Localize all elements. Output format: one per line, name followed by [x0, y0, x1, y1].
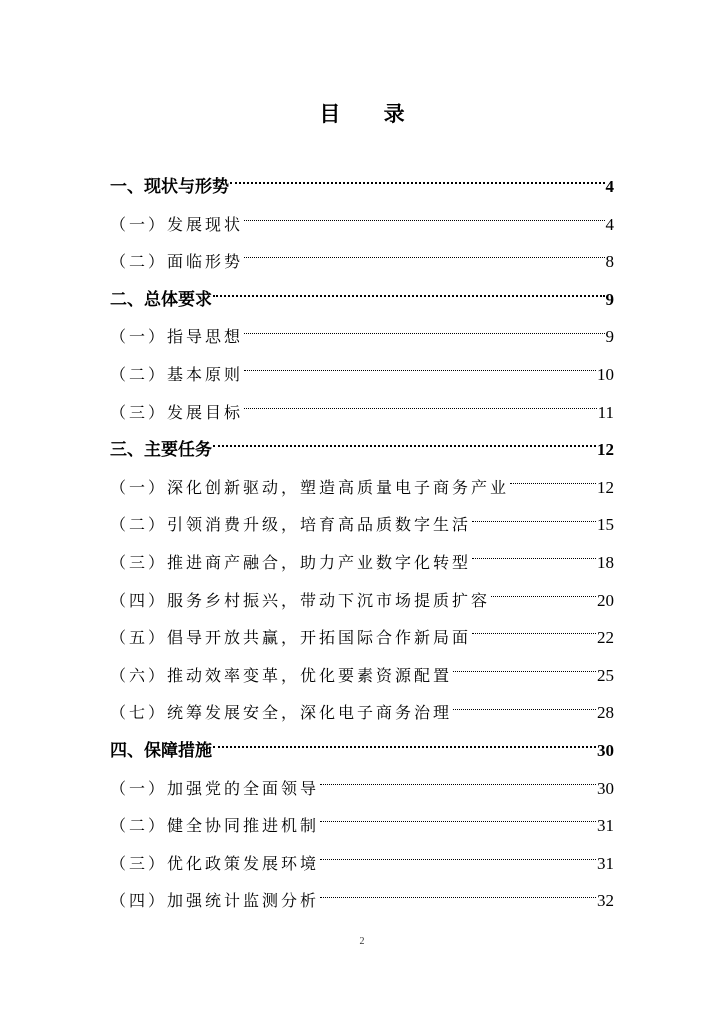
- toc-chapter-entry[interactable]: [110, 168, 614, 206]
- toc-section-entry[interactable]: [110, 206, 614, 244]
- dot-leader: [230, 182, 605, 184]
- toc-entry-label: （一）发展现状: [110, 214, 244, 234]
- dot-leader: [320, 784, 596, 785]
- toc-entry-page-number: 30: [597, 778, 614, 798]
- page-number: 2: [359, 936, 365, 947]
- toc-section-entry[interactable]: [110, 506, 614, 544]
- toc-entry-label: （三）优化政策发展环境: [110, 853, 320, 873]
- toc-section-entry[interactable]: [110, 394, 614, 432]
- toc-entry-label: （四）加强统计监测分析: [110, 891, 320, 911]
- toc-entry-page-number: 28: [597, 703, 614, 723]
- toc-chapter-entry[interactable]: [110, 431, 614, 469]
- table-of-contents: [110, 168, 614, 920]
- toc-entry-label: （一）深化创新驱动，塑造高质量电子商务产业: [110, 477, 510, 497]
- dot-leader: [320, 897, 596, 898]
- dot-leader: [213, 295, 605, 297]
- toc-entry-label: （一）指导思想: [110, 327, 244, 347]
- toc-entry-page-number: 10: [597, 364, 614, 384]
- toc-section-entry[interactable]: [110, 544, 614, 582]
- dot-leader: [244, 408, 597, 409]
- dot-leader: [244, 257, 604, 258]
- dot-leader: [244, 333, 604, 334]
- toc-entry-label: （三）发展目标: [110, 402, 244, 422]
- toc-section-entry[interactable]: [110, 845, 614, 883]
- toc-entry-page-number: 30: [597, 740, 614, 760]
- toc-entry-label: （二）基本原则: [110, 364, 244, 384]
- toc-entry-page-number: 12: [597, 440, 614, 460]
- dot-leader: [244, 370, 596, 371]
- toc-entry-page-number: 20: [597, 590, 614, 610]
- toc-title: 目 录: [319, 102, 423, 126]
- toc-entry-page-number: 18: [597, 552, 614, 572]
- dot-leader: [491, 596, 596, 597]
- toc-chapter-entry[interactable]: [110, 281, 614, 319]
- toc-entry-label: （六）推动效率变革，优化要素资源配置: [110, 665, 453, 685]
- toc-chapter-entry[interactable]: [110, 732, 614, 770]
- dot-leader: [213, 746, 596, 748]
- toc-entry-label: 二、总体要求: [110, 289, 212, 310]
- toc-entry-page-number: 11: [597, 402, 614, 422]
- dot-leader: [320, 859, 596, 860]
- toc-entry-page-number: 8: [605, 252, 614, 272]
- dot-leader: [320, 821, 596, 822]
- dot-leader: [453, 709, 596, 710]
- toc-entry-label: （一）加强党的全面领导: [110, 778, 320, 798]
- toc-entry-label: （二）引领消费升级，培育高品质数字生活: [110, 515, 472, 535]
- toc-entry-page-number: 32: [597, 891, 614, 911]
- toc-entry-label: （五）倡导开放共赢，开拓国际合作新局面: [110, 628, 472, 648]
- toc-section-entry[interactable]: [110, 770, 614, 808]
- dot-leader: [244, 220, 604, 221]
- dot-leader: [472, 521, 596, 522]
- toc-section-entry[interactable]: [110, 582, 614, 620]
- toc-entry-page-number: 25: [597, 665, 614, 685]
- toc-entry-page-number: 9: [605, 289, 614, 309]
- toc-entry-page-number: 4: [605, 214, 614, 234]
- toc-entry-label: 四、保障措施: [110, 740, 212, 761]
- toc-section-entry[interactable]: [110, 694, 614, 732]
- toc-section-entry[interactable]: [110, 318, 614, 356]
- dot-leader: [472, 558, 596, 559]
- dot-leader: [472, 633, 596, 634]
- toc-entry-page-number: 22: [597, 628, 614, 648]
- toc-entry-page-number: 31: [597, 853, 614, 873]
- toc-entry-page-number: 12: [597, 477, 614, 497]
- toc-entry-page-number: 4: [605, 177, 614, 196]
- toc-entry-label: （四）服务乡村振兴，带动下沉市场提质扩容: [110, 590, 491, 610]
- toc-section-entry[interactable]: [110, 356, 614, 394]
- toc-section-entry[interactable]: [110, 619, 614, 657]
- toc-entry-label: （三）推进商产融合，助力产业数字化转型: [110, 552, 472, 572]
- toc-entry-page-number: 9: [605, 327, 614, 347]
- toc-entry-label: （七）统筹发展安全，深化电子商务治理: [110, 703, 453, 723]
- toc-section-entry[interactable]: [110, 469, 614, 507]
- toc-entry-label: 一、现状与形势: [110, 177, 229, 197]
- toc-section-entry[interactable]: [110, 807, 614, 845]
- toc-entry-page-number: 31: [597, 816, 614, 836]
- toc-section-entry[interactable]: [110, 243, 614, 281]
- toc-entry-label: （二）面临形势: [110, 252, 244, 272]
- dot-leader: [213, 445, 596, 447]
- toc-section-entry[interactable]: [110, 657, 614, 695]
- toc-entry-page-number: 15: [597, 515, 614, 535]
- toc-entry-label: （二）健全协同推进机制: [110, 816, 320, 836]
- toc-section-entry[interactable]: [110, 882, 614, 920]
- toc-entry-label: 三、主要任务: [110, 440, 212, 461]
- dot-leader: [453, 671, 596, 672]
- dot-leader: [510, 483, 596, 484]
